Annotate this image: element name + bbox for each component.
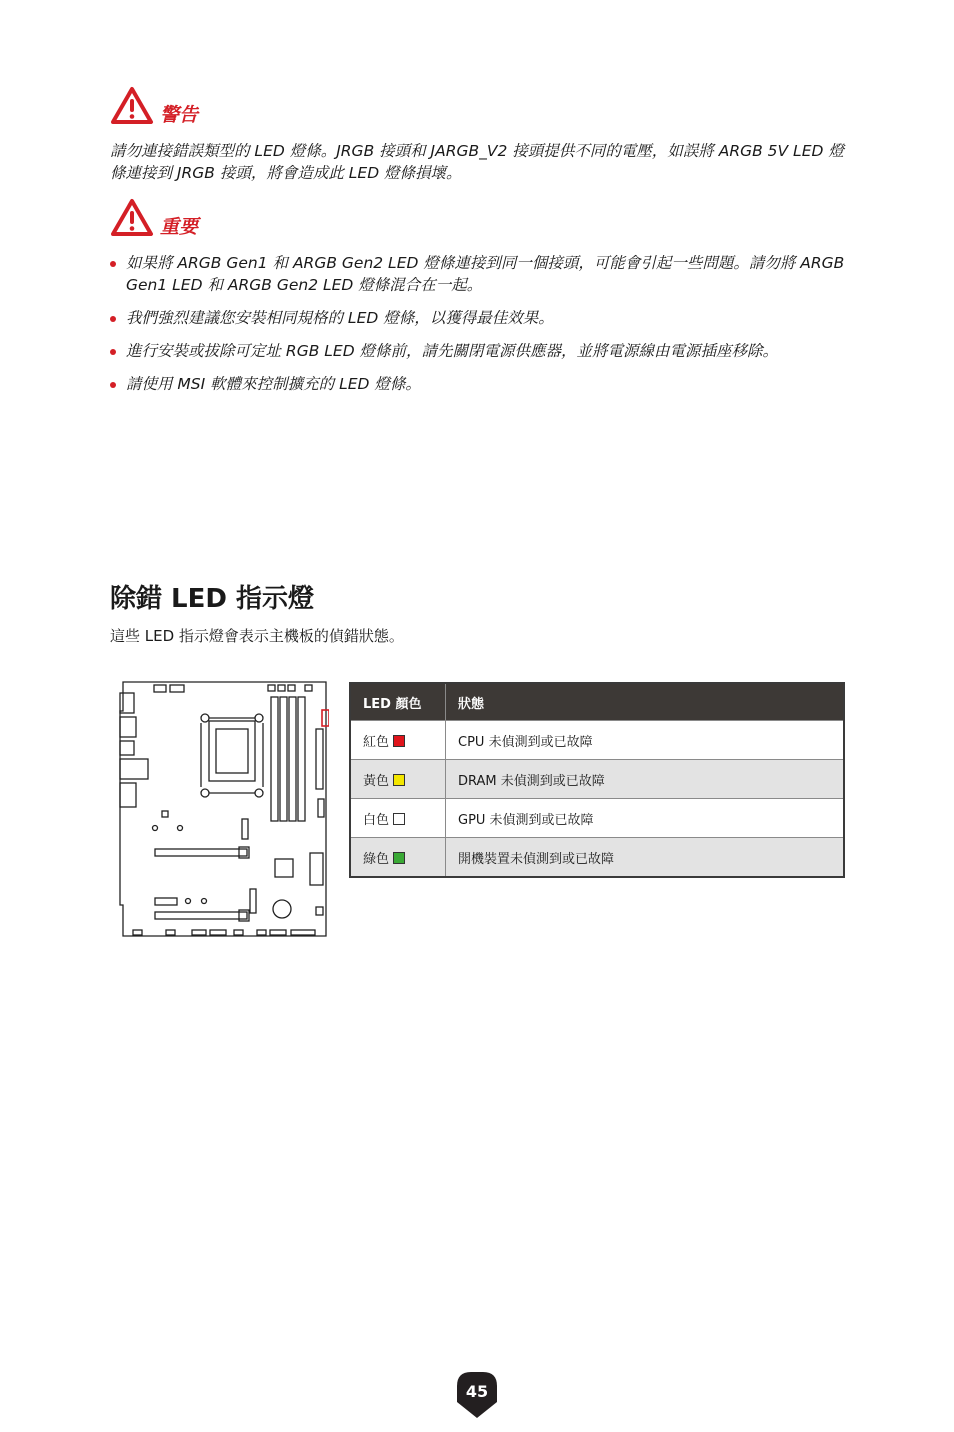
section-title: 除錯 LED 指示燈 [110, 584, 315, 614]
warning-title: 警告 [160, 104, 199, 126]
important-list [110, 252, 850, 406]
list-item [110, 340, 850, 362]
status-cell: GPU 未偵測到或已故障 [446, 799, 845, 838]
table-header-status: 狀態 [446, 683, 845, 721]
led-color-label: 黃色 [363, 773, 390, 789]
table-row [350, 721, 844, 760]
led-status-table [349, 682, 845, 878]
list-item-text: 如果將 ARGB Gen1 和 ARGB Gen2 LED 燈條連接到同一個接頭，可能會引起一些問題。請勿將 ARGB Gen1 LED 和 ARGB Gen2 LED 燈條混合在一起。 [126, 254, 845, 294]
table-row [350, 760, 844, 799]
important-heading [110, 198, 198, 238]
led-color-cell [350, 760, 446, 799]
important-icon [110, 198, 154, 238]
bullet-icon [110, 382, 116, 388]
table-row [350, 799, 844, 838]
section-description: 這些 LED 指示燈會表示主機板的偵錯狀態。 [110, 627, 404, 645]
white-swatch-icon [393, 813, 405, 825]
warning-heading [110, 86, 198, 126]
status-cell: CPU 未偵測到或已故障 [446, 721, 845, 760]
warning-text: 請勿連接錯誤類型的 LED 燈條。JRGB 接頭和 JARGB_V2 接頭提供不同的電壓，如誤將 ARGB 5V LED 燈條連接到 JRGB 接頭，將會造成此 LED 燈條損壞。 [110, 142, 844, 182]
yellow-swatch-icon [393, 774, 405, 786]
list-item [110, 307, 850, 329]
list-item-text: 請使用 MSI 軟體來控制擴充的 LED 燈條。 [126, 375, 421, 393]
bullet-icon [110, 261, 116, 267]
motherboard-diagram-icon [117, 679, 329, 941]
bullet-icon [110, 316, 116, 322]
led-color-label: 白色 [363, 812, 390, 828]
list-item [110, 252, 850, 296]
led-color-cell [350, 799, 446, 838]
list-item-text: 進行安裝或拔除可定址 RGB LED 燈條前，請先關閉電源供應器，並將電源線由電源插座移除。 [126, 342, 779, 360]
status-cell: 開機裝置未偵測到或已故障 [446, 838, 845, 878]
status-cell: DRAM 未偵測到或已故障 [446, 760, 845, 799]
led-color-cell [350, 721, 446, 760]
warning-icon [110, 86, 154, 126]
led-color-label: 紅色 [363, 734, 390, 750]
green-swatch-icon [393, 852, 405, 864]
list-item-text: 我們強烈建議您安裝相同規格的 LED 燈條，以獲得最佳效果。 [126, 309, 554, 327]
led-color-label: 綠色 [363, 851, 390, 867]
list-item [110, 373, 850, 395]
important-title: 重要 [160, 216, 199, 238]
red-swatch-icon [393, 735, 405, 747]
led-color-cell [350, 838, 446, 878]
table-row [350, 838, 844, 878]
bullet-icon [110, 349, 116, 355]
table-header-led-color: LED 顏色 [350, 683, 446, 721]
page-number: 45 [465, 1382, 489, 1401]
